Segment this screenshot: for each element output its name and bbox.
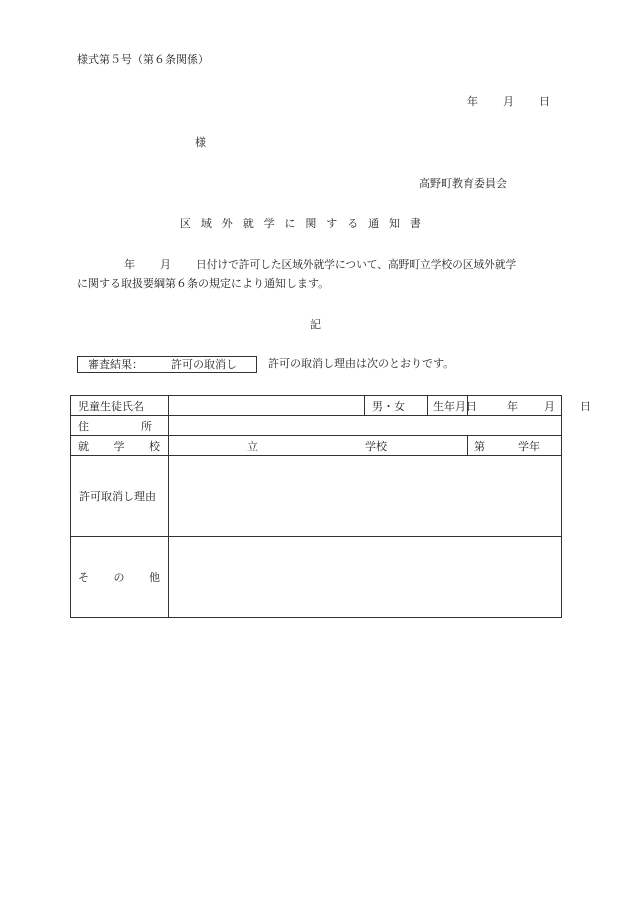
student-info-table: [70, 395, 591, 618]
addressee-suffix: 様: [195, 136, 206, 149]
body-month-unit: 月: [160, 258, 171, 271]
gender-cell[interactable]: [365, 396, 428, 416]
birthdate-year-unit: 年: [507, 399, 518, 413]
student-name-value-cell[interactable]: [169, 396, 365, 416]
table-row-revocation-reason: [71, 456, 562, 537]
school-label-cell: [71, 436, 169, 456]
body-year-unit: 年: [124, 258, 135, 271]
grade-cell[interactable]: [468, 436, 562, 456]
revocation-reason-value-cell[interactable]: [169, 456, 562, 537]
grade-prefix: 第: [474, 439, 485, 453]
date-year-unit: 年: [467, 95, 478, 108]
birthdate-day-unit: 日: [580, 399, 591, 413]
birthdate-label: 生年月日: [433, 399, 477, 413]
review-result-label: 審査結果：: [88, 358, 143, 371]
form-number: 様式第５号（第６条関係）: [77, 53, 209, 66]
grade-suffix: 学年: [518, 439, 540, 453]
table-row-other: [71, 537, 562, 618]
student-name-label-cell: [71, 396, 169, 416]
table-row-student: [71, 396, 562, 416]
revocation-reason-note: 許可の取消し理由は次のとおりです。: [268, 357, 455, 370]
body-line-1: 日付けで許可した区域外就学について、高野町立学校の区域外就学: [196, 258, 517, 271]
school-value-cell[interactable]: [169, 436, 468, 456]
revocation-reason-label-cell: [71, 456, 169, 537]
review-result-box: [77, 356, 257, 373]
date-month-unit: 月: [503, 95, 514, 108]
body-line-2: に関する取扱要綱第６条の規定により通知します。: [77, 277, 330, 290]
ki-marker: 記: [310, 318, 321, 331]
issuer-name: 高野町教育委員会: [419, 177, 507, 190]
address-label: 住 所: [78, 419, 152, 433]
other-label-cell: [71, 537, 169, 618]
table-row-address: [71, 416, 562, 436]
birthdate-label-cell: [428, 396, 477, 416]
student-name-label: 児童生徒氏名: [78, 399, 144, 413]
document-title: 区域外就学に関する通知書: [180, 217, 431, 230]
address-label-cell: [71, 416, 169, 436]
date-day-unit: 日: [539, 95, 550, 108]
revocation-reason-label: 許可取消し理由: [79, 490, 156, 503]
gender-options: 男・女: [372, 399, 405, 413]
school-suffix: 学校: [365, 439, 387, 453]
review-result-value: 許可の取消し: [171, 358, 237, 371]
other-value-cell[interactable]: [169, 537, 562, 618]
other-label: そ の 他: [78, 571, 160, 584]
birthdate-value-cell[interactable]: [468, 396, 591, 416]
birthdate-month-unit: 月: [544, 399, 555, 413]
address-value-cell[interactable]: [169, 416, 562, 436]
school-type: 立: [247, 439, 258, 453]
school-label: 就 学 校: [78, 439, 160, 453]
table-row-school: [71, 436, 562, 456]
